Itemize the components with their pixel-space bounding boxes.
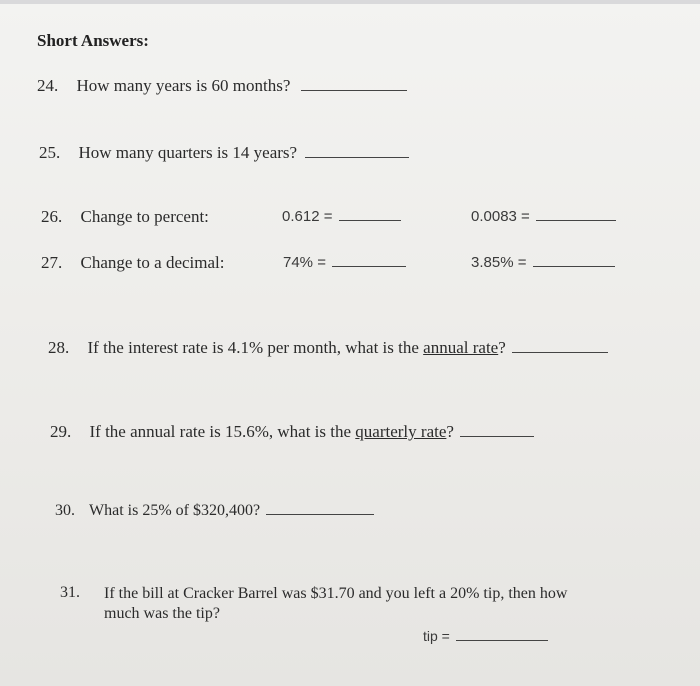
question-label: Change to a decimal: xyxy=(80,253,225,272)
question-number: 30. xyxy=(55,502,75,519)
question-27-number-label xyxy=(41,253,224,273)
question-26-part-a xyxy=(282,208,401,225)
question-30 xyxy=(55,502,374,520)
top-border xyxy=(0,0,700,4)
question-text: What is 25% of $320,400? xyxy=(89,502,261,519)
answer-blank[interactable] xyxy=(460,435,534,437)
question-mark: ? xyxy=(498,338,506,357)
answer-blank[interactable] xyxy=(301,89,407,91)
question-text: How many years is 60 months? xyxy=(76,76,291,95)
expression: 74% = xyxy=(283,254,326,271)
question-number: 29. xyxy=(50,422,72,441)
question-31-text xyxy=(104,584,567,624)
answer-blank[interactable] xyxy=(266,513,374,515)
question-26-number-label xyxy=(41,207,209,227)
question-number: 24. xyxy=(37,76,59,95)
underlined-term: annual rate xyxy=(423,338,499,357)
question-31-number xyxy=(60,584,80,602)
question-27-part-a xyxy=(283,254,406,271)
question-number: 25. xyxy=(39,143,61,162)
question-number: 31. xyxy=(60,584,80,601)
question-text: If the interest rate is 4.1% per month, what is the xyxy=(87,338,419,357)
answer-blank[interactable] xyxy=(305,156,409,158)
question-text: If the annual rate is 15.6%, what is the xyxy=(89,422,352,441)
question-text-line-1: If the bill at Cracker Barrel was $31.70 and you left a 20% tip, then how xyxy=(104,585,568,602)
question-number: 27. xyxy=(41,253,63,272)
question-27-part-b xyxy=(471,254,615,271)
expression: 0.0083 = xyxy=(471,208,530,225)
question-28 xyxy=(48,338,608,358)
underlined-term: quarterly rate xyxy=(355,422,447,441)
tip-label: tip = xyxy=(423,628,450,644)
section-heading: Short Answers: xyxy=(37,31,149,50)
question-number: 28. xyxy=(48,338,70,357)
answer-blank[interactable] xyxy=(339,219,401,221)
expression: 3.85% = xyxy=(471,254,527,271)
answer-blank[interactable] xyxy=(512,351,608,353)
answer-blank[interactable] xyxy=(456,639,548,641)
question-25 xyxy=(39,143,409,163)
question-31-tip xyxy=(423,628,548,644)
question-mark: ? xyxy=(446,422,454,441)
answer-blank[interactable] xyxy=(332,265,406,267)
question-text-line-2: much was the tip? xyxy=(104,605,220,622)
question-number: 26. xyxy=(41,207,63,226)
question-24 xyxy=(37,76,407,96)
answer-blank[interactable] xyxy=(536,219,616,221)
question-label: Change to percent: xyxy=(80,207,209,226)
answer-blank[interactable] xyxy=(533,265,615,267)
expression: 0.612 = xyxy=(282,208,333,225)
question-29 xyxy=(50,422,534,442)
question-text: How many quarters is 14 years? xyxy=(78,143,298,162)
question-26-part-b xyxy=(471,208,616,225)
